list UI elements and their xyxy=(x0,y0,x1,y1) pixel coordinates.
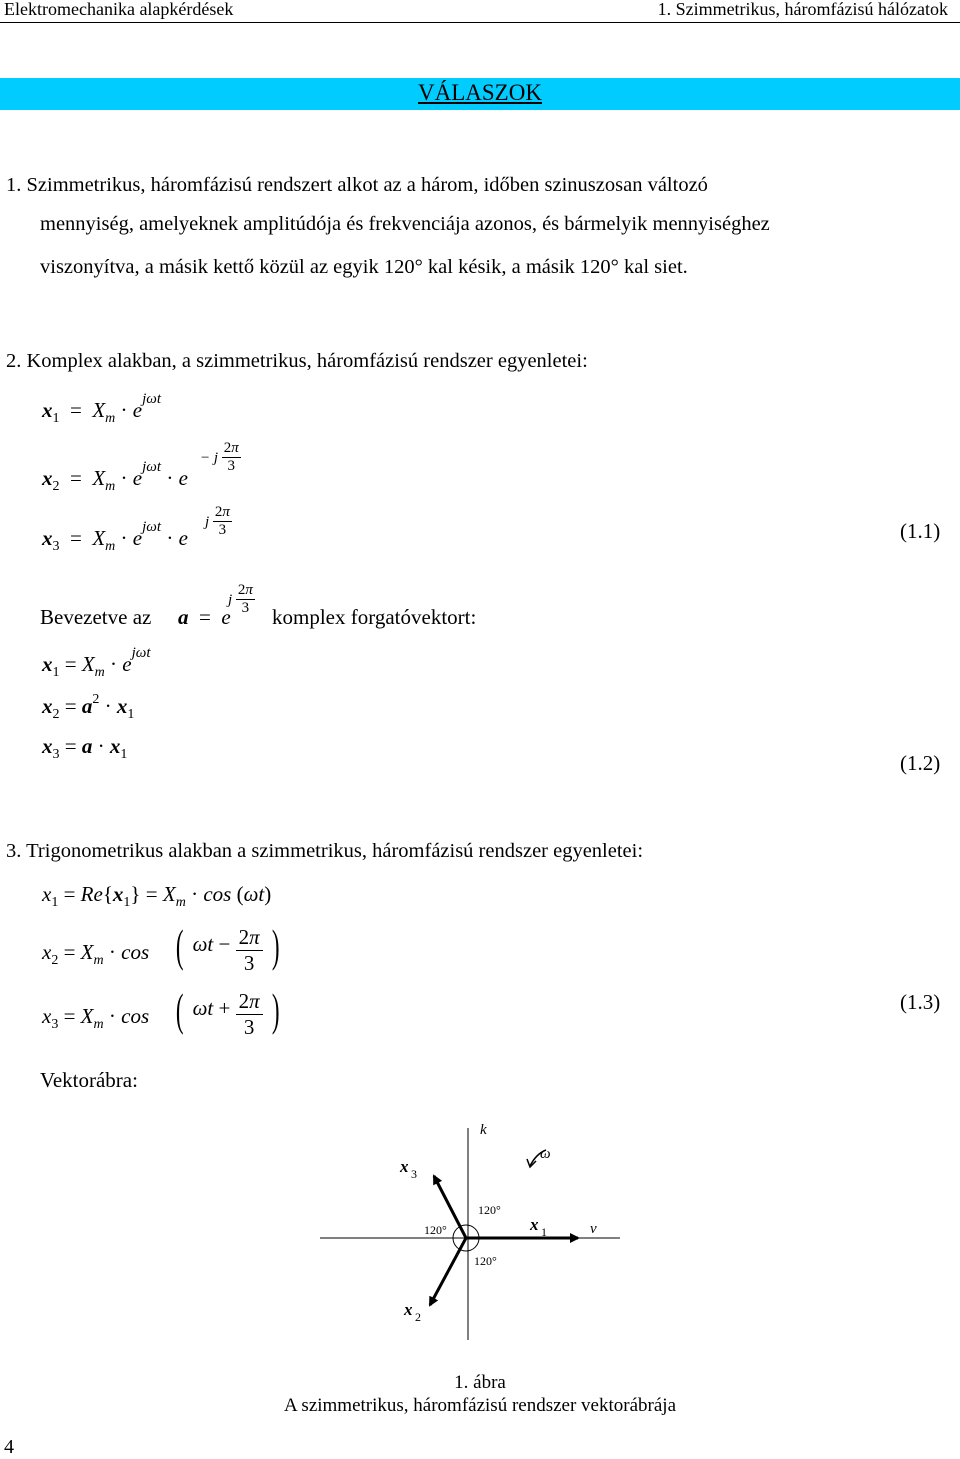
equation-number-1-2: (1.2) xyxy=(900,751,941,775)
x2-trig-argument: ( ωt − $\frac{2\pi}{3}$ ) xyxy=(175,920,280,975)
figure-number: 1. ábra xyxy=(454,1372,506,1393)
bevezetve-text: Bevezetve az xyxy=(40,605,152,629)
x3-trig-argument: ( ωt + $\frac{2\pi}{3}$ ) xyxy=(175,984,280,1039)
equation-x3-complex: $x_3 = X_m \cdot e^{j\omega t} \cdot e$ xyxy=(42,519,188,554)
page-number: 4 xyxy=(4,1436,14,1458)
answers-banner xyxy=(0,78,960,110)
komplex-text: komplex forgatóvektort: xyxy=(272,605,477,629)
section1-line2: mennyiség, amelyeknek amplitúdója és frekvenciája azonos, és bármelyik mennyiséghez xyxy=(40,213,770,235)
x2-index: 2 xyxy=(415,1310,421,1324)
figure-caption: A szimmetrikus, háromfázisú rendszer vektorábrája xyxy=(284,1395,676,1416)
x3-exponent: j $\frac{2\pi}{3}$ xyxy=(205,504,230,538)
vector-diagram xyxy=(0,1100,960,1360)
header-left: Elektromechanika alapkérdések xyxy=(4,0,234,19)
equation-x3-trig: $x_3 = X_m \cdot \cos$ xyxy=(42,1004,150,1032)
axis-v-label: v xyxy=(590,1221,597,1237)
section2-intro: 2. Komplex alakban, a szimmetrikus, háromfázisú rendszer egyenletei: xyxy=(6,350,588,372)
equation-x1-trig: $x_1 = Re\{x_1\} = X_m \cdot \cos (\omega t)$ xyxy=(42,882,272,910)
angle-label-bottom: 120° xyxy=(474,1254,497,1268)
x1-index: 1 xyxy=(541,1225,547,1239)
x3-label: x xyxy=(400,1157,409,1176)
header-divider xyxy=(0,22,960,23)
angle-label-left: 120° xyxy=(424,1223,447,1237)
equation-number-1-3: (1.3) xyxy=(900,990,941,1014)
equation-x2-rotator: $x_2 = a^2 \cdot x_1$ xyxy=(42,692,135,722)
equation-x2-complex: $x_2 = X_m \cdot e^{j\omega t} \cdot e$ xyxy=(42,459,188,494)
x2-label: x xyxy=(404,1300,413,1319)
a-definition: a = e xyxy=(178,605,231,629)
equation-x2-trig: $x_2 = X_m \cdot \cos$ xyxy=(42,940,150,968)
x3-index: 3 xyxy=(411,1167,417,1181)
banner-title: VÁLASZOK xyxy=(418,80,542,105)
equation-x1-complex: $x_1 = X_m \cdot e^{j\omega t}$ xyxy=(42,391,162,426)
section1-line1: 1. Szimmetrikus, háromfázisú rendszert alkot az a három, időben szinuszosan változó xyxy=(6,174,708,196)
omega-label: ω xyxy=(540,1146,551,1162)
axis-k-label: k xyxy=(480,1122,487,1138)
equation-x1-rotator: $x_1 = X_m \cdot e^{j\omega t}$ xyxy=(42,645,151,680)
vector-x2 xyxy=(430,1238,466,1305)
section1-line3: viszonyítva, a másik kettő közül az egyik 120° kal késik, a másik 120° kal siet. xyxy=(40,256,688,278)
equation-x3-rotator: $x_3 = a \cdot x_1$ xyxy=(42,734,128,762)
equation-number-1-1: (1.1) xyxy=(900,519,941,543)
header-right: 1. Szimmetrikus, háromfázisú hálózatok xyxy=(657,0,948,19)
vektorabra-label: Vektorábra: xyxy=(40,1068,138,1092)
angle-label-top: 120° xyxy=(478,1203,501,1217)
x2-exponent: − j $\frac{2\pi}{3}$ xyxy=(200,440,239,474)
a-exponent: j $\frac{2\pi}{3}$ xyxy=(228,582,253,616)
x1-label: x xyxy=(530,1215,539,1234)
section3-intro: 3. Trigonometrikus alakban a szimmetrikus, háromfázisú rendszer egyenletei: xyxy=(6,840,644,862)
